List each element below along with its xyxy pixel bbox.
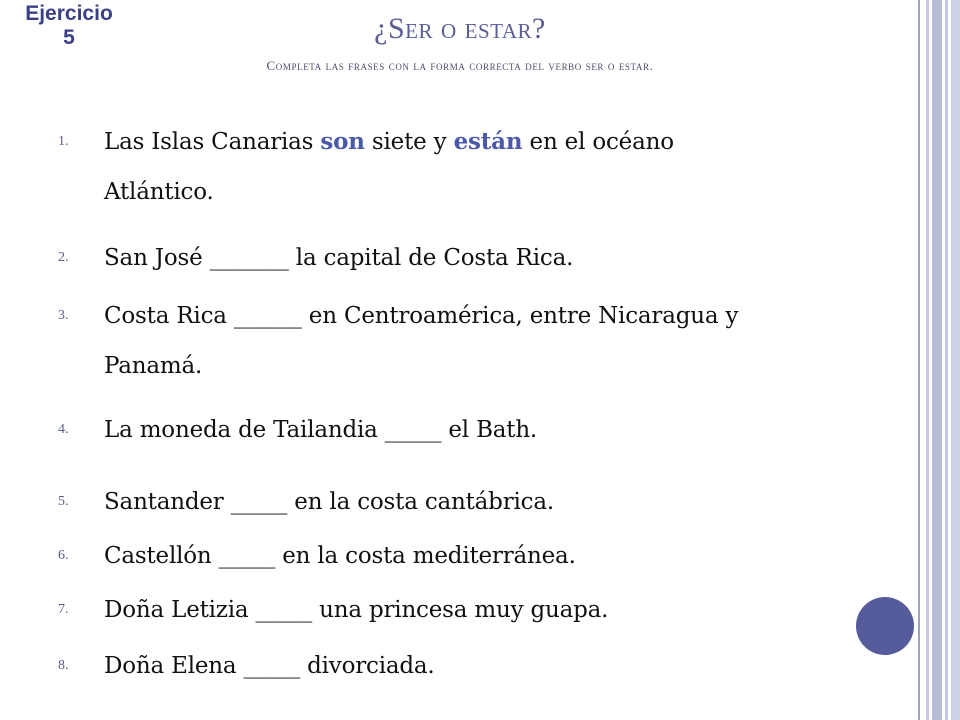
item-number: 8. [58,658,69,673]
item-text: Castellón _____ en la costa mediterránea. [104,543,576,569]
item-number: 3. [58,308,69,323]
item-text: La moneda de Tailandia _____ el Bath. [104,417,538,443]
decorative-circle [856,597,914,655]
item-text-part: en el océano [522,129,674,155]
slide-border [918,0,920,720]
item-text: Santander _____ en la costa cantábrica. [104,489,554,515]
exercise-label-number: 5 [63,26,75,49]
item-number: 5. [58,494,69,509]
decorative-stripe [951,0,960,720]
item-text: Doña Elena _____ divorciada. [104,653,435,679]
item-text-line2: Panamá. [104,353,203,379]
item-number: 1. [58,134,69,149]
slide-title: ¿Ser o estar? [374,12,546,45]
slide-subtitle: Completa las frases con la forma correcta del verbo ser o estar. [266,58,654,73]
decorative-stripe [945,0,948,720]
item-number: 2. [58,250,69,265]
decorative-stripe [926,0,929,720]
item-text [104,120,894,164]
item-number: 6. [58,548,69,563]
item-text-part: Las Islas Canarias [104,129,321,155]
item-text-line2: Atlántico. [104,179,214,205]
answer-estan: están [453,128,523,155]
item-text: San José _______ la capital de Costa Rica. [104,245,574,271]
item-text: Costa Rica ______ en Centroamérica, entre Nicaragua y [104,303,739,329]
item-text-part: siete y [364,129,454,155]
item-text: Doña Letizia _____ una princesa muy guapa. [104,597,609,623]
exercise-label-word: Ejercicio [25,2,113,25]
answer-son: son [320,128,365,155]
exercise-label [10,2,128,50]
item-number: 7. [58,602,69,617]
decorative-stripe [932,0,942,720]
item-number: 4. [58,422,69,437]
